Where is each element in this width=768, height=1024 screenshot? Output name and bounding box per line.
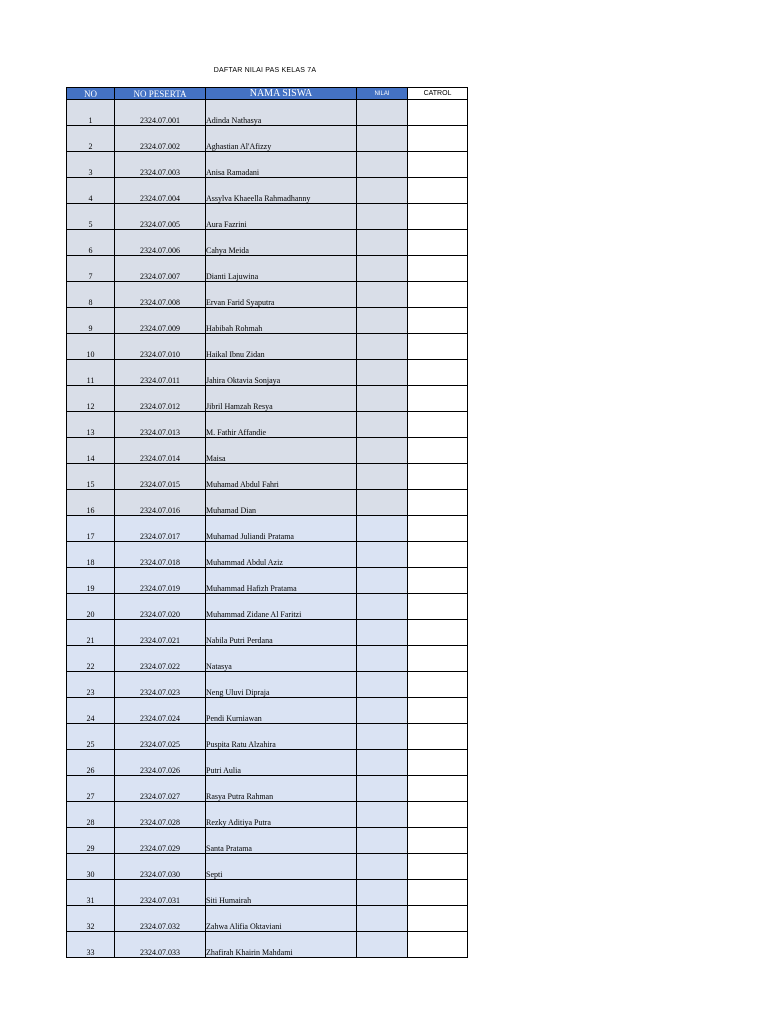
cell-no[interactable]: 27: [67, 776, 115, 802]
cell-catrol[interactable]: [408, 178, 468, 204]
table-row: [67, 672, 468, 698]
cell-no-peserta[interactable]: 2324.07.027: [115, 776, 206, 802]
cell-no-peserta[interactable]: 2324.07.005: [115, 204, 206, 230]
cell-nama-siswa[interactable]: Natasya: [206, 646, 357, 672]
cell-nama-siswa[interactable]: Muhamad Juliandi Pratama: [206, 516, 357, 542]
cell-no[interactable]: 15: [67, 464, 115, 490]
cell-nilai[interactable]: [357, 568, 408, 594]
cell-catrol[interactable]: [408, 620, 468, 646]
cell-nilai[interactable]: [357, 438, 408, 464]
cell-nilai[interactable]: [357, 308, 408, 334]
cell-no-peserta[interactable]: 2324.07.031: [115, 880, 206, 906]
cell-no-peserta[interactable]: 2324.07.033: [115, 932, 206, 958]
cell-nilai[interactable]: [357, 490, 408, 516]
cell-catrol[interactable]: [408, 932, 468, 958]
table-row: [67, 932, 468, 958]
cell-no-peserta[interactable]: 2324.07.008: [115, 282, 206, 308]
cell-no[interactable]: 22: [67, 646, 115, 672]
cell-no-peserta[interactable]: 2324.07.028: [115, 802, 206, 828]
cell-catrol[interactable]: [408, 360, 468, 386]
cell-nilai[interactable]: [357, 880, 408, 906]
cell-nilai[interactable]: [357, 412, 408, 438]
header-nilai[interactable]: NILAI: [357, 88, 408, 100]
table-row: [67, 282, 468, 308]
cell-nama-siswa[interactable]: Jibril Hamzah Resya: [206, 386, 357, 412]
cell-catrol[interactable]: [408, 880, 468, 906]
cell-nilai[interactable]: [357, 334, 408, 360]
table-row: [67, 750, 468, 776]
cell-catrol[interactable]: [408, 776, 468, 802]
cell-catrol[interactable]: [408, 256, 468, 282]
cell-nilai[interactable]: [357, 126, 408, 152]
cell-no[interactable]: 24: [67, 698, 115, 724]
cell-no[interactable]: 11: [67, 360, 115, 386]
cell-catrol[interactable]: [408, 308, 468, 334]
cell-nilai[interactable]: [357, 802, 408, 828]
cell-catrol[interactable]: [408, 594, 468, 620]
cell-nilai[interactable]: [357, 542, 408, 568]
table-row: [67, 464, 468, 490]
cell-catrol[interactable]: [408, 152, 468, 178]
table-row: [67, 334, 468, 360]
cell-nama-siswa[interactable]: Puspita Ratu Alzahira: [206, 724, 357, 750]
cell-nama-siswa[interactable]: M. Fathir Affandie: [206, 412, 357, 438]
cell-no[interactable]: 2: [67, 126, 115, 152]
cell-nama-siswa[interactable]: Muhamad Dian: [206, 490, 357, 516]
cell-nama-siswa[interactable]: Adinda Nathasya: [206, 100, 357, 126]
cell-no-peserta[interactable]: 2324.07.030: [115, 854, 206, 880]
cell-nilai[interactable]: [357, 906, 408, 932]
cell-nama-siswa[interactable]: Putri Aulia: [206, 750, 357, 776]
cell-catrol[interactable]: [408, 490, 468, 516]
table-row: [67, 828, 468, 854]
cell-nilai[interactable]: [357, 282, 408, 308]
cell-nama-siswa[interactable]: Haikal Ibnu Zidan: [206, 334, 357, 360]
cell-no-peserta[interactable]: 2324.07.002: [115, 126, 206, 152]
cell-no[interactable]: 33: [67, 932, 115, 958]
cell-nilai[interactable]: [357, 594, 408, 620]
cell-no[interactable]: 26: [67, 750, 115, 776]
cell-nilai[interactable]: [357, 178, 408, 204]
cell-no-peserta[interactable]: 2324.07.019: [115, 568, 206, 594]
table-row: [67, 126, 468, 152]
cell-no-peserta[interactable]: 2324.07.007: [115, 256, 206, 282]
cell-no-peserta[interactable]: 2324.07.014: [115, 438, 206, 464]
cell-nama-siswa[interactable]: Rezky Aditiya Putra: [206, 802, 357, 828]
header-catrol[interactable]: CATROL: [408, 88, 468, 100]
cell-no[interactable]: 25: [67, 724, 115, 750]
cell-no-peserta[interactable]: 2324.07.004: [115, 178, 206, 204]
header-no[interactable]: NO: [67, 88, 115, 100]
cell-nama-siswa[interactable]: Ervan Farid Syaputra: [206, 282, 357, 308]
cell-nama-siswa[interactable]: Pendi Kurniawan: [206, 698, 357, 724]
cell-catrol[interactable]: [408, 230, 468, 256]
cell-no[interactable]: 14: [67, 438, 115, 464]
cell-nilai[interactable]: [357, 204, 408, 230]
cell-no-peserta[interactable]: 2324.07.013: [115, 412, 206, 438]
cell-no[interactable]: 31: [67, 880, 115, 906]
cell-no[interactable]: 23: [67, 672, 115, 698]
cell-no[interactable]: 13: [67, 412, 115, 438]
cell-nama-siswa[interactable]: Muhammad Zidane Al Faritzi: [206, 594, 357, 620]
cell-no-peserta[interactable]: 2324.07.010: [115, 334, 206, 360]
cell-catrol[interactable]: [408, 698, 468, 724]
cell-no-peserta[interactable]: 2324.07.017: [115, 516, 206, 542]
cell-no[interactable]: 8: [67, 282, 115, 308]
cell-nilai[interactable]: [357, 672, 408, 698]
cell-catrol[interactable]: [408, 438, 468, 464]
cell-nilai[interactable]: [357, 750, 408, 776]
cell-no[interactable]: 16: [67, 490, 115, 516]
cell-catrol[interactable]: [408, 568, 468, 594]
cell-no-peserta[interactable]: 2324.07.003: [115, 152, 206, 178]
cell-nama-siswa[interactable]: Zahwa Alifia Oktaviani: [206, 906, 357, 932]
cell-nama-siswa[interactable]: Zhafirah Khairin Mahdami: [206, 932, 357, 958]
table-row: [67, 308, 468, 334]
table-row: [67, 542, 468, 568]
cell-catrol[interactable]: [408, 672, 468, 698]
cell-catrol[interactable]: [408, 542, 468, 568]
cell-no[interactable]: 21: [67, 620, 115, 646]
table-row: [67, 386, 468, 412]
cell-nama-siswa[interactable]: Maisa: [206, 438, 357, 464]
table-header: [67, 88, 468, 100]
table-row: [67, 646, 468, 672]
table-row: [67, 204, 468, 230]
cell-nilai[interactable]: [357, 152, 408, 178]
cell-no[interactable]: 30: [67, 854, 115, 880]
cell-nilai[interactable]: [357, 646, 408, 672]
cell-nilai[interactable]: [357, 620, 408, 646]
table-row: [67, 490, 468, 516]
cell-no-peserta[interactable]: 2324.07.012: [115, 386, 206, 412]
cell-catrol[interactable]: [408, 516, 468, 542]
grade-table: [66, 87, 468, 958]
table-row: [67, 568, 468, 594]
cell-no[interactable]: 20: [67, 594, 115, 620]
cell-catrol[interactable]: [408, 204, 468, 230]
cell-catrol[interactable]: [408, 854, 468, 880]
cell-no[interactable]: 32: [67, 906, 115, 932]
table-row: [67, 412, 468, 438]
table-row: [67, 516, 468, 542]
cell-no[interactable]: 18: [67, 542, 115, 568]
table-row: [67, 594, 468, 620]
cell-nama-siswa[interactable]: Muhamad Abdul Fahri: [206, 464, 357, 490]
header-row: [67, 88, 468, 100]
table-row: [67, 360, 468, 386]
cell-catrol[interactable]: [408, 906, 468, 932]
cell-no-peserta[interactable]: 2324.07.001: [115, 100, 206, 126]
table-row: [67, 100, 468, 126]
cell-nama-siswa[interactable]: Assylva Khaeella Rahmadhanny: [206, 178, 357, 204]
cell-nilai[interactable]: [357, 100, 408, 126]
cell-catrol[interactable]: [408, 412, 468, 438]
cell-nama-siswa[interactable]: Nabila Putri Perdana: [206, 620, 357, 646]
table-row: [67, 178, 468, 204]
cell-no-peserta[interactable]: 2324.07.011: [115, 360, 206, 386]
cell-nama-siswa[interactable]: Neng Uluvi Dipraja: [206, 672, 357, 698]
cell-no[interactable]: 29: [67, 828, 115, 854]
cell-no-peserta[interactable]: 2324.07.026: [115, 750, 206, 776]
cell-no-peserta[interactable]: 2324.07.023: [115, 672, 206, 698]
cell-nilai[interactable]: [357, 360, 408, 386]
cell-no-peserta[interactable]: 2324.07.018: [115, 542, 206, 568]
cell-nama-siswa[interactable]: Muhammad Hafizh Pratama: [206, 568, 357, 594]
cell-nilai[interactable]: [357, 828, 408, 854]
cell-nama-siswa[interactable]: Aghastian Al'Afizzy: [206, 126, 357, 152]
header-nama-siswa[interactable]: NAMA SISWA: [206, 88, 357, 100]
cell-nama-siswa[interactable]: Septi: [206, 854, 357, 880]
table-row: [67, 854, 468, 880]
cell-catrol[interactable]: [408, 724, 468, 750]
cell-catrol[interactable]: [408, 802, 468, 828]
cell-no[interactable]: 12: [67, 386, 115, 412]
cell-catrol[interactable]: [408, 828, 468, 854]
cell-catrol[interactable]: [408, 646, 468, 672]
cell-nilai[interactable]: [357, 230, 408, 256]
cell-no[interactable]: 9: [67, 308, 115, 334]
cell-no[interactable]: 6: [67, 230, 115, 256]
cell-catrol[interactable]: [408, 282, 468, 308]
table-row: [67, 620, 468, 646]
cell-no-peserta[interactable]: 2324.07.016: [115, 490, 206, 516]
table-row: [67, 906, 468, 932]
cell-no-peserta[interactable]: 2324.07.022: [115, 646, 206, 672]
cell-no[interactable]: 19: [67, 568, 115, 594]
cell-no-peserta[interactable]: 2324.07.025: [115, 724, 206, 750]
table-row: [67, 230, 468, 256]
cell-nama-siswa[interactable]: Habibah Rohmah: [206, 308, 357, 334]
cell-no[interactable]: 28: [67, 802, 115, 828]
cell-no[interactable]: 17: [67, 516, 115, 542]
cell-catrol[interactable]: [408, 126, 468, 152]
cell-no-peserta[interactable]: 2324.07.020: [115, 594, 206, 620]
cell-no[interactable]: 5: [67, 204, 115, 230]
table-row: [67, 438, 468, 464]
cell-no[interactable]: 4: [67, 178, 115, 204]
cell-no-peserta[interactable]: 2324.07.009: [115, 308, 206, 334]
cell-no-peserta[interactable]: 2324.07.006: [115, 230, 206, 256]
cell-no[interactable]: 1: [67, 100, 115, 126]
cell-nilai[interactable]: [357, 386, 408, 412]
table-row: [67, 880, 468, 906]
cell-no-peserta[interactable]: 2324.07.024: [115, 698, 206, 724]
cell-no[interactable]: 7: [67, 256, 115, 282]
cell-nama-siswa[interactable]: Cahya Meida: [206, 230, 357, 256]
cell-no[interactable]: 3: [67, 152, 115, 178]
table-row: [67, 724, 468, 750]
cell-nama-siswa[interactable]: Santa Pratama: [206, 828, 357, 854]
cell-nilai[interactable]: [357, 516, 408, 542]
cell-no[interactable]: 10: [67, 334, 115, 360]
document-title: DAFTAR NILAI PAS KELAS 7A: [213, 67, 317, 74]
cell-catrol[interactable]: [408, 750, 468, 776]
cell-catrol[interactable]: [408, 464, 468, 490]
cell-nilai[interactable]: [357, 698, 408, 724]
cell-no-peserta[interactable]: 2324.07.029: [115, 828, 206, 854]
cell-nilai[interactable]: [357, 854, 408, 880]
cell-catrol[interactable]: [408, 386, 468, 412]
cell-nama-siswa[interactable]: Jahira Oktavia Sonjaya: [206, 360, 357, 386]
cell-nilai[interactable]: [357, 932, 408, 958]
cell-catrol[interactable]: [408, 334, 468, 360]
table-row: [67, 256, 468, 282]
cell-nama-siswa[interactable]: Muhammad Abdul Aziz: [206, 542, 357, 568]
cell-no-peserta[interactable]: 2324.07.015: [115, 464, 206, 490]
cell-nilai[interactable]: [357, 464, 408, 490]
table-body: [67, 100, 468, 958]
table-row: [67, 152, 468, 178]
table-row: [67, 776, 468, 802]
table-row: [67, 698, 468, 724]
cell-no-peserta[interactable]: 2324.07.021: [115, 620, 206, 646]
cell-no-peserta[interactable]: 2324.07.032: [115, 906, 206, 932]
cell-nilai[interactable]: [357, 776, 408, 802]
cell-nama-siswa[interactable]: Siti Humairah: [206, 880, 357, 906]
cell-catrol[interactable]: [408, 100, 468, 126]
table-row: [67, 802, 468, 828]
cell-nilai[interactable]: [357, 724, 408, 750]
cell-nama-siswa[interactable]: Rasya Putra Rahman: [206, 776, 357, 802]
cell-nama-siswa[interactable]: Dianti Lajuwina: [206, 256, 357, 282]
cell-nama-siswa[interactable]: Aura Fazrini: [206, 204, 357, 230]
cell-nama-siswa[interactable]: Anisa Ramadani: [206, 152, 357, 178]
cell-nilai[interactable]: [357, 256, 408, 282]
header-no-peserta[interactable]: NO PESERTA: [115, 88, 206, 100]
